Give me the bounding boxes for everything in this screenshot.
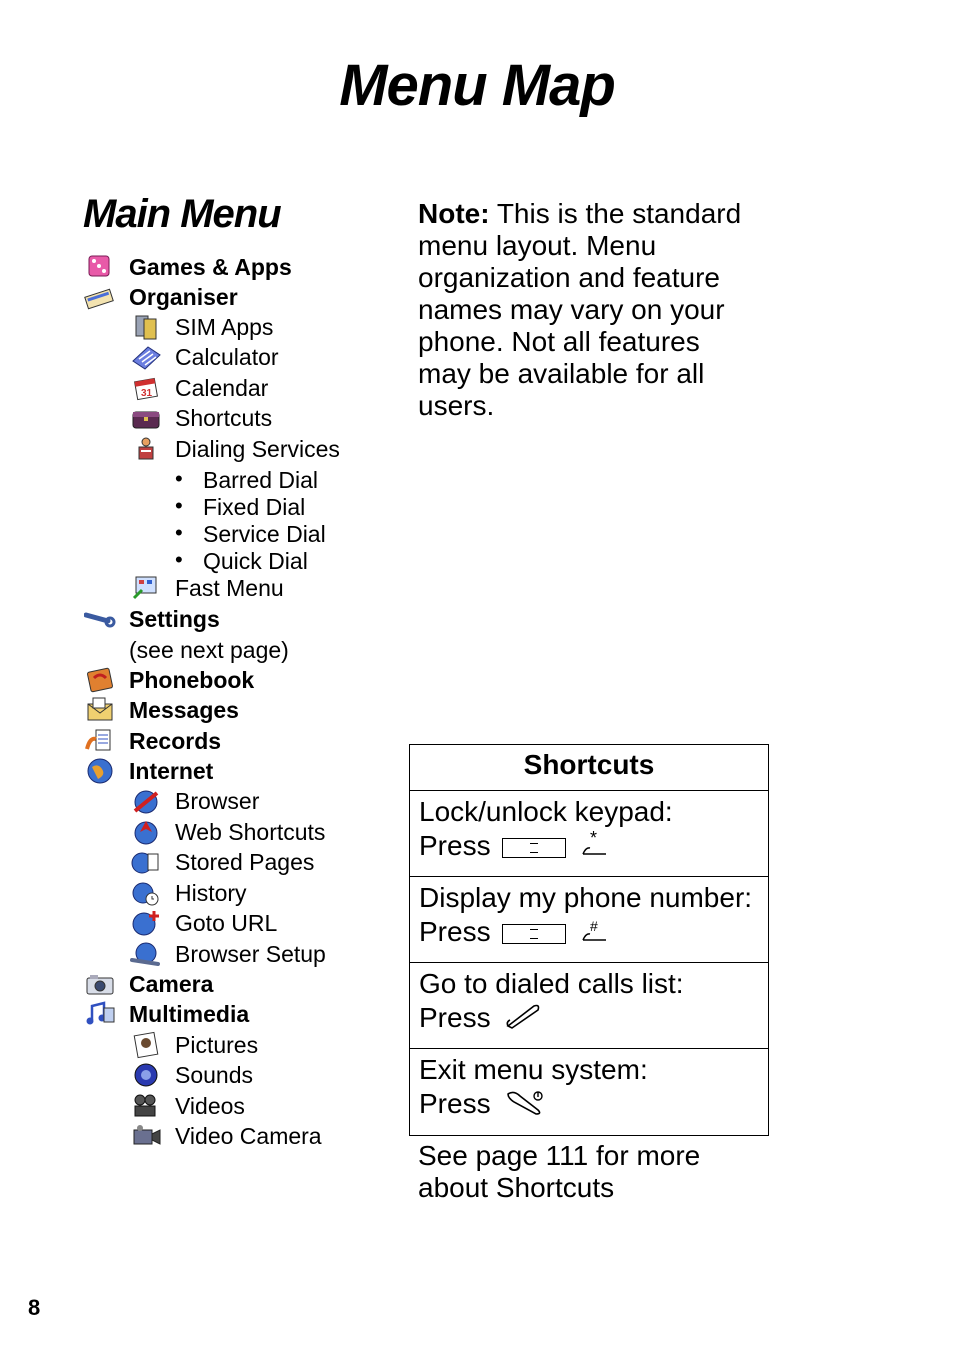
menu-label: Calendar (175, 375, 269, 401)
menu-label: Organiser (129, 284, 238, 310)
shortcut-action: Display my phone number: (419, 882, 753, 913)
phonebook-icon (83, 666, 117, 694)
menu-label: Browser (175, 788, 260, 814)
wrench-icon (83, 605, 117, 633)
page-title: Menu Map (339, 53, 615, 118)
svg-text:*: * (590, 829, 598, 848)
envelope-icon (83, 696, 117, 724)
menu-label: Service Dial (203, 521, 326, 547)
menu-label: Shortcuts (175, 405, 273, 431)
menu-label: SIM Apps (175, 314, 274, 340)
menu-label: Multimedia (129, 1001, 250, 1027)
browser-setup-icon (129, 940, 163, 968)
calculator-icon (129, 343, 163, 371)
menu-key-icon (502, 838, 566, 858)
shortcut-keys (419, 1001, 768, 1038)
browser-icon (129, 787, 163, 815)
shortcuts-table (409, 744, 769, 1136)
camera-icon (83, 970, 117, 998)
shortcut-press-label: Press (419, 1002, 491, 1033)
end-key-icon (504, 1088, 548, 1124)
main-menu-title: Main Menu (83, 192, 281, 236)
menu-label: Fixed Dial (203, 494, 306, 520)
note-label: Note: (418, 198, 490, 229)
menu-label: Internet (129, 758, 214, 784)
bullet: • (175, 493, 183, 518)
bullet: • (175, 466, 183, 491)
menu-label: Browser Setup (175, 941, 326, 967)
shortcuts-chest-icon (129, 404, 163, 432)
dialing-services-icon (129, 435, 163, 463)
menu-label: Web Shortcuts (175, 819, 326, 845)
sim-card-icon (129, 313, 163, 341)
shortcut-press-label: Press (419, 1088, 491, 1119)
see-more-note: See page 111 for more about Shortcuts (418, 1140, 701, 1203)
records-icon (83, 727, 117, 755)
pictures-icon (129, 1031, 163, 1059)
menu-label: Barred Dial (203, 467, 319, 493)
svg-text:31: 31 (141, 388, 153, 399)
history-icon (129, 879, 163, 907)
shortcut-keys (419, 915, 768, 952)
menu-label: Calculator (175, 344, 279, 370)
menu-label: Settings (129, 606, 220, 632)
goto-url-icon (129, 909, 163, 937)
shortcut-row-lock-keypad (410, 791, 768, 877)
shortcut-action: Exit menu system: (419, 1054, 648, 1085)
page-number: 8 (28, 1295, 41, 1320)
send-key-icon (504, 1002, 544, 1038)
menu-key-icon (502, 924, 566, 944)
note-paragraph (418, 198, 758, 422)
menu-label: Pictures (175, 1032, 259, 1058)
shortcut-keys (419, 829, 768, 866)
menu-label: Dialing Services (175, 436, 340, 462)
film-reel-icon (129, 1092, 163, 1120)
shortcut-action: Go to dialed calls list: (419, 968, 684, 999)
menu-label: Videos (175, 1093, 245, 1119)
calendar-icon (129, 374, 163, 402)
shortcut-action: Lock/unlock keypad: (419, 796, 673, 827)
menu-label: Fast Menu (175, 575, 284, 601)
menu-label: Records (129, 728, 222, 754)
fast-menu-icon (129, 574, 163, 602)
shortcut-row-dialed-calls (410, 963, 768, 1049)
menu-label: Camera (129, 971, 214, 997)
menu-label: Messages (129, 697, 239, 723)
organiser-icon (83, 283, 117, 311)
menu-label: History (175, 880, 247, 906)
star-key-icon (580, 830, 610, 866)
dice-icon (83, 253, 117, 281)
bullet: • (175, 520, 183, 545)
menu-label: Goto URL (175, 910, 278, 936)
shortcut-press-label: Press (419, 830, 491, 861)
multimedia-icon (83, 1000, 117, 1028)
shortcuts-table-header: Shortcuts (410, 745, 768, 791)
shortcut-row-exit-menu (410, 1049, 768, 1135)
menu-note: (see next page) (129, 637, 289, 663)
shortcut-row-display-number (410, 877, 768, 963)
note-text: This is the standard menu layout. Menu organization and feature names may vary on your phone. Not all features may be available for all users. (418, 198, 742, 421)
svg-text:#: # (590, 917, 598, 934)
menu-label: Phonebook (129, 667, 255, 693)
shortcut-press-label: Press (419, 916, 491, 947)
bullet: • (175, 547, 183, 572)
menu-label: Games & Apps (129, 254, 292, 280)
menu-label: Sounds (175, 1062, 254, 1088)
shortcut-keys (419, 1087, 768, 1124)
video-camera-icon (129, 1122, 163, 1150)
stored-pages-icon (129, 848, 163, 876)
menu-label: Quick Dial (203, 548, 308, 574)
pound-key-icon (580, 916, 610, 952)
web-shortcuts-icon (129, 818, 163, 846)
menu-label: Video Camera (175, 1123, 322, 1149)
speaker-icon (129, 1061, 163, 1089)
menu-label: Stored Pages (175, 849, 315, 875)
globe-icon (83, 757, 117, 785)
